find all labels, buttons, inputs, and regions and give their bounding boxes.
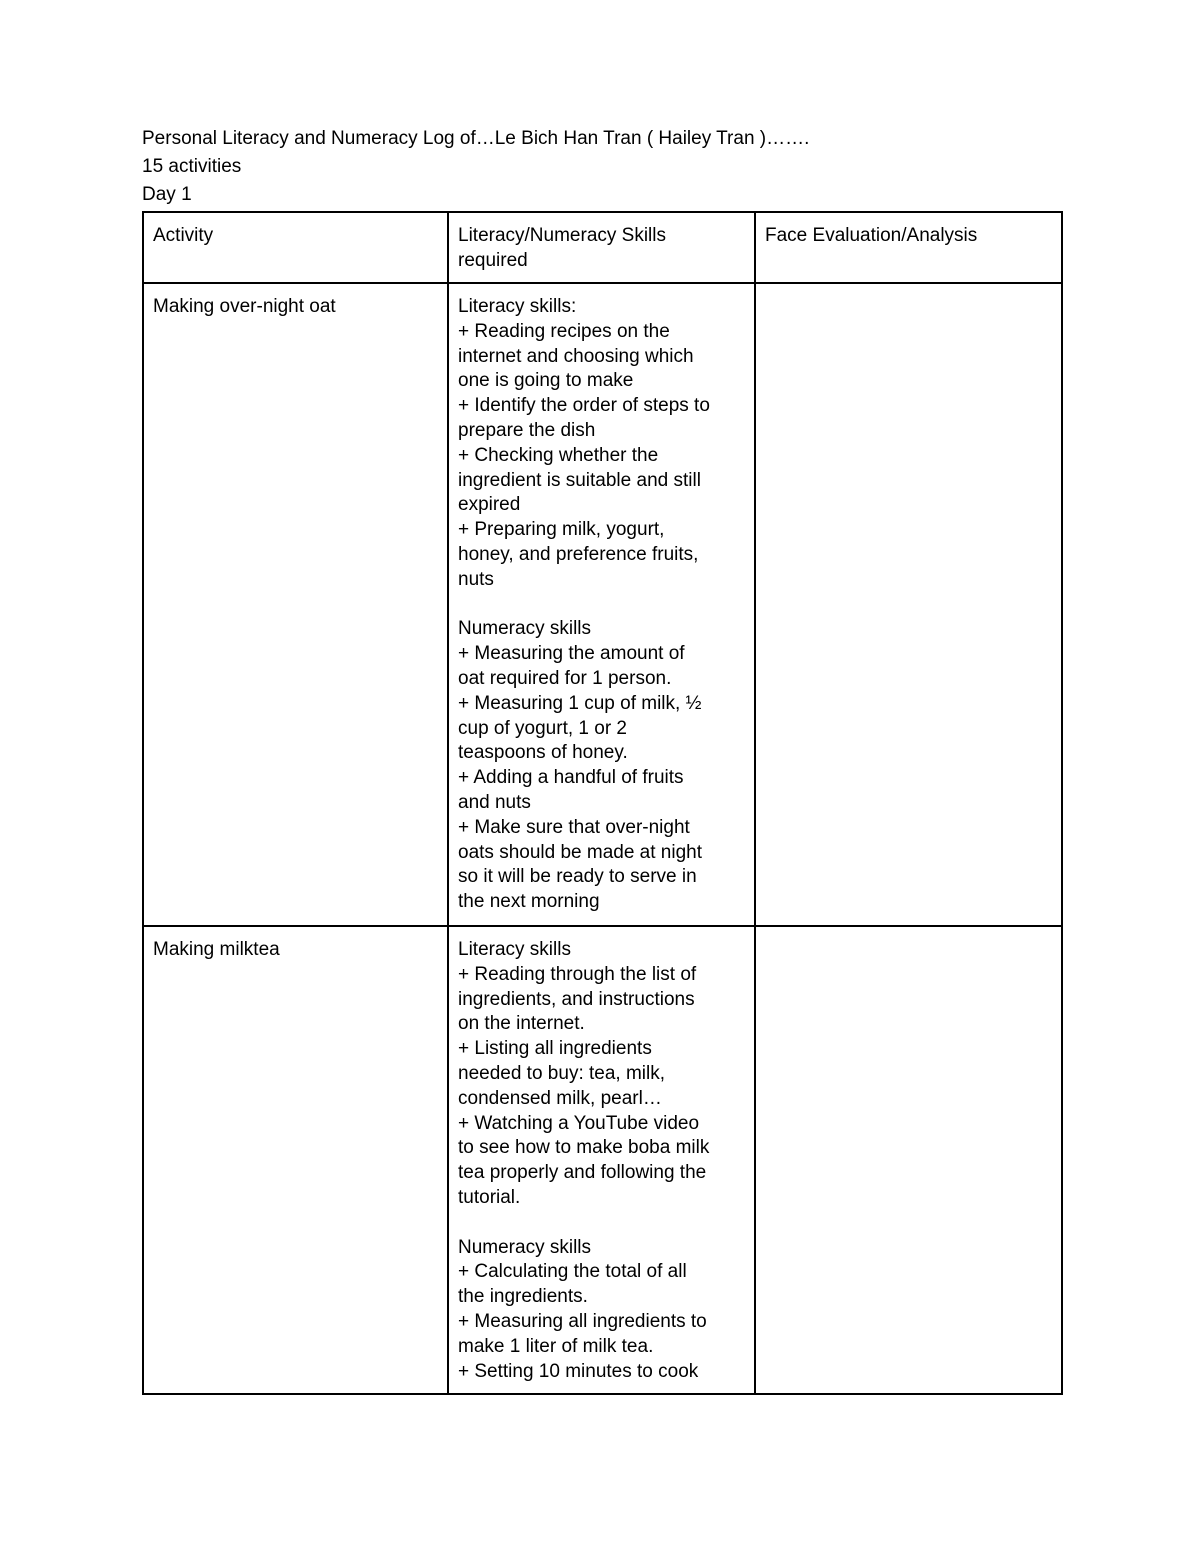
skills-line: + Measuring all ingredients to	[458, 1310, 707, 1332]
skills-line: cup of yogurt, 1 or 2	[458, 717, 627, 739]
skills-line: + Preparing milk, yogurt,	[458, 519, 665, 541]
skills-line: Numeracy skills	[458, 1236, 592, 1258]
activity-cell	[143, 926, 448, 1394]
skills-cell	[448, 926, 755, 1394]
skills-line: the next morning	[458, 891, 600, 913]
skills-line: + Measuring 1 cup of milk, ½	[458, 692, 702, 714]
skills-line: tutorial.	[458, 1186, 521, 1208]
skills-line: + Measuring the amount of	[458, 643, 685, 665]
skills-line: + Listing all ingredients	[458, 1038, 652, 1060]
skills-line: to see how to make boba milk	[458, 1137, 710, 1159]
skills-line: + Adding a handful of fruits	[458, 767, 684, 789]
skills-line: nuts	[458, 568, 494, 590]
evaluation-cell	[755, 283, 1062, 926]
skills-line: + Watching a YouTube video	[458, 1112, 700, 1134]
skills-line: oat required for 1 person.	[458, 667, 672, 689]
skills-line: Literacy skills	[458, 939, 571, 960]
evaluation-cell	[755, 926, 1062, 1394]
skills-line: expired	[458, 494, 521, 516]
activity-name: Making milktea	[153, 939, 280, 960]
skills-spacer	[458, 593, 745, 618]
skills-line: + Reading through the list of	[458, 963, 697, 985]
table-header-row	[143, 212, 1062, 283]
skills-line: on the internet.	[458, 1013, 585, 1035]
skills-line: and nuts	[458, 791, 531, 813]
skills-line: + Make sure that over-night	[458, 816, 690, 838]
day-label: Day 1	[142, 184, 192, 205]
header-skills	[448, 212, 755, 283]
skills-line: + Setting 10 minutes to cook	[458, 1360, 699, 1382]
skills-line: prepare the dish	[458, 419, 596, 441]
document-title: Personal Literacy and Numeracy Log of…Le Bich Han Tran ( Hailey Tran )…….	[142, 128, 810, 149]
skills-line: one is going to make	[458, 370, 634, 392]
skills-spacer	[458, 1211, 745, 1236]
header-skills-label-line: required	[458, 249, 528, 271]
skills-line: honey, and preference fruits,	[458, 543, 699, 565]
skills-line: oats should be made at night	[458, 841, 703, 863]
header-evaluation-label: Face Evaluation/Analysis	[765, 225, 978, 246]
skills-line: needed to buy: tea, milk,	[458, 1062, 666, 1084]
activity-cell	[143, 283, 448, 926]
skills-line: + Reading recipes on the	[458, 320, 670, 342]
table-row	[143, 926, 1062, 1394]
header-activity	[143, 212, 448, 283]
skills-line: + Identify the order of steps to	[458, 395, 710, 417]
skills-line: Numeracy skills	[458, 618, 592, 640]
skills-line: teaspoons of honey.	[458, 742, 628, 764]
header-evaluation	[755, 212, 1062, 283]
header-skills-label-line: Literacy/Numeracy Skills	[458, 225, 666, 246]
activity-name: Making over-night oat	[153, 296, 336, 317]
skills-line: + Calculating the total of all	[458, 1261, 687, 1283]
header-activity-label: Activity	[153, 225, 214, 246]
skills-line: condensed milk, pearl…	[458, 1087, 662, 1109]
skills-cell	[448, 283, 755, 926]
skills-line: make 1 liter of milk tea.	[458, 1335, 654, 1357]
skills-line: the ingredients.	[458, 1286, 588, 1308]
activity-log-table	[142, 211, 1063, 1395]
skills-line: ingredients, and instructions	[458, 988, 695, 1010]
table-row	[143, 283, 1062, 926]
skills-line: ingredient is suitable and still	[458, 469, 701, 491]
skills-line: + Checking whether the	[458, 444, 659, 466]
skills-line: so it will be ready to serve in	[458, 866, 697, 888]
skills-line: internet and choosing which	[458, 345, 694, 367]
activity-count: 15 activities	[142, 156, 242, 177]
skills-line: tea properly and following the	[458, 1162, 707, 1184]
skills-line: Literacy skills:	[458, 296, 577, 317]
